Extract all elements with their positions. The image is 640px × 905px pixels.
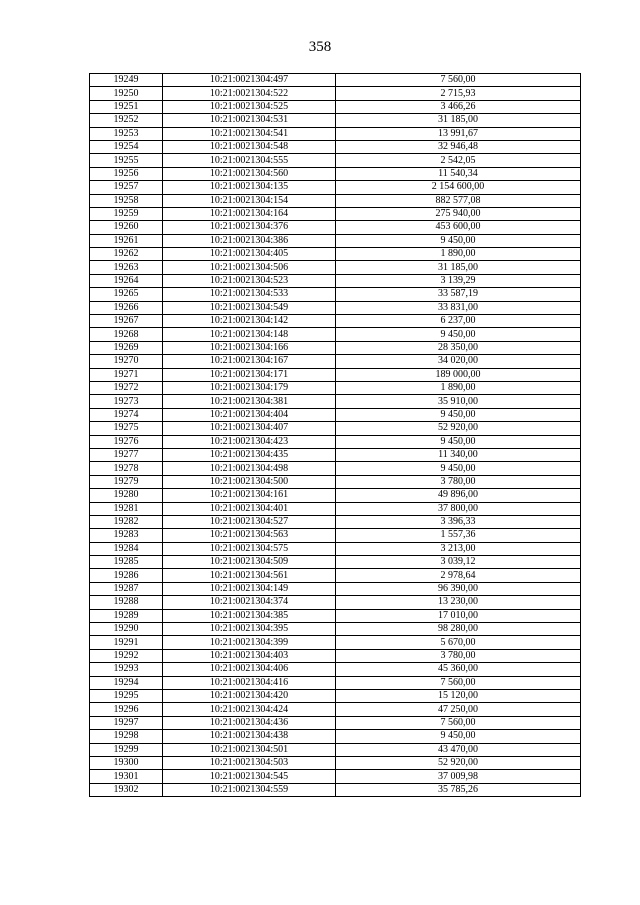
row-number-cell: 19296	[90, 703, 163, 716]
value-cell: 3 396,33	[336, 515, 581, 528]
row-number-cell: 19275	[90, 422, 163, 435]
table-row	[90, 74, 581, 87]
row-number-cell: 19300	[90, 756, 163, 769]
row-number-cell: 19256	[90, 167, 163, 180]
row-number-cell: 19287	[90, 582, 163, 595]
table-row	[90, 408, 581, 421]
value-cell: 5 670,00	[336, 636, 581, 649]
table-row	[90, 355, 581, 368]
value-cell: 3 780,00	[336, 475, 581, 488]
value-cell: 13 230,00	[336, 596, 581, 609]
cadastral-number-cell: 10:21:0021304:501	[163, 743, 336, 756]
value-cell: 31 185,00	[336, 261, 581, 274]
cadastral-number-cell: 10:21:0021304:171	[163, 368, 336, 381]
row-number-cell: 19297	[90, 716, 163, 729]
value-cell: 275 940,00	[336, 207, 581, 220]
row-number-cell: 19250	[90, 87, 163, 100]
table-row	[90, 395, 581, 408]
cadastral-number-cell: 10:21:0021304:436	[163, 716, 336, 729]
value-cell: 6 237,00	[336, 315, 581, 328]
row-number-cell: 19265	[90, 288, 163, 301]
table-row	[90, 502, 581, 515]
row-number-cell: 19282	[90, 515, 163, 528]
table-row	[90, 756, 581, 769]
value-cell: 35 910,00	[336, 395, 581, 408]
table-row	[90, 730, 581, 743]
table-row	[90, 716, 581, 729]
table-row	[90, 181, 581, 194]
row-number-cell: 19293	[90, 663, 163, 676]
cadastral-number-cell: 10:21:0021304:403	[163, 649, 336, 662]
value-cell: 9 450,00	[336, 234, 581, 247]
table-row	[90, 556, 581, 569]
table-row	[90, 529, 581, 542]
table-row	[90, 207, 581, 220]
table-row	[90, 140, 581, 153]
row-number-cell: 19286	[90, 569, 163, 582]
table-row	[90, 368, 581, 381]
cadastral-number-cell: 10:21:0021304:560	[163, 167, 336, 180]
value-cell: 31 185,00	[336, 114, 581, 127]
value-cell: 45 360,00	[336, 663, 581, 676]
cadastral-number-cell: 10:21:0021304:164	[163, 207, 336, 220]
cadastral-number-cell: 10:21:0021304:549	[163, 301, 336, 314]
value-cell: 32 946,48	[336, 140, 581, 153]
row-number-cell: 19273	[90, 395, 163, 408]
value-cell: 1 890,00	[336, 381, 581, 394]
value-cell: 7 560,00	[336, 716, 581, 729]
value-cell: 1 557,36	[336, 529, 581, 542]
table-row	[90, 743, 581, 756]
value-cell: 98 280,00	[336, 623, 581, 636]
row-number-cell: 19272	[90, 381, 163, 394]
value-cell: 52 920,00	[336, 756, 581, 769]
row-number-cell: 19274	[90, 408, 163, 421]
cadastral-number-cell: 10:21:0021304:399	[163, 636, 336, 649]
table-row	[90, 649, 581, 662]
row-number-cell: 19276	[90, 435, 163, 448]
value-cell: 33 831,00	[336, 301, 581, 314]
cadastral-number-cell: 10:21:0021304:161	[163, 489, 336, 502]
row-number-cell: 19277	[90, 448, 163, 461]
cadastral-number-cell: 10:21:0021304:575	[163, 542, 336, 555]
value-cell: 34 020,00	[336, 355, 581, 368]
table-row	[90, 609, 581, 622]
table-row	[90, 221, 581, 234]
value-cell: 2 715,93	[336, 87, 581, 100]
row-number-cell: 19255	[90, 154, 163, 167]
value-cell: 37 800,00	[336, 502, 581, 515]
cadastral-number-cell: 10:21:0021304:135	[163, 181, 336, 194]
cadastral-number-cell: 10:21:0021304:545	[163, 770, 336, 783]
row-number-cell: 19289	[90, 609, 163, 622]
value-cell: 13 991,67	[336, 127, 581, 140]
row-number-cell: 19302	[90, 783, 163, 796]
row-number-cell: 19252	[90, 114, 163, 127]
table-row	[90, 448, 581, 461]
value-cell: 9 450,00	[336, 435, 581, 448]
cadastral-number-cell: 10:21:0021304:559	[163, 783, 336, 796]
cadastral-number-cell: 10:21:0021304:525	[163, 100, 336, 113]
cadastral-number-cell: 10:21:0021304:509	[163, 556, 336, 569]
table-row	[90, 87, 581, 100]
row-number-cell: 19264	[90, 274, 163, 287]
value-cell: 43 470,00	[336, 743, 581, 756]
cadastral-number-cell: 10:21:0021304:149	[163, 582, 336, 595]
table-row	[90, 569, 581, 582]
cadastral-number-cell: 10:21:0021304:506	[163, 261, 336, 274]
row-number-cell: 19267	[90, 315, 163, 328]
value-cell: 3 780,00	[336, 649, 581, 662]
value-cell: 17 010,00	[336, 609, 581, 622]
cadastral-number-cell: 10:21:0021304:166	[163, 341, 336, 354]
table-row	[90, 676, 581, 689]
cadastral-number-cell: 10:21:0021304:154	[163, 194, 336, 207]
row-number-cell: 19254	[90, 140, 163, 153]
table-row	[90, 274, 581, 287]
row-number-cell: 19284	[90, 542, 163, 555]
cadastral-number-cell: 10:21:0021304:548	[163, 140, 336, 153]
row-number-cell: 19260	[90, 221, 163, 234]
row-number-cell: 19268	[90, 328, 163, 341]
row-number-cell: 19285	[90, 556, 163, 569]
cadastral-value-table	[89, 73, 581, 797]
cadastral-number-cell: 10:21:0021304:381	[163, 395, 336, 408]
value-cell: 2 542,05	[336, 154, 581, 167]
table-row	[90, 234, 581, 247]
cadastral-number-cell: 10:21:0021304:435	[163, 448, 336, 461]
cadastral-number-cell: 10:21:0021304:395	[163, 623, 336, 636]
table-row	[90, 623, 581, 636]
table-row	[90, 114, 581, 127]
cadastral-number-cell: 10:21:0021304:541	[163, 127, 336, 140]
value-cell: 9 450,00	[336, 462, 581, 475]
table-row	[90, 663, 581, 676]
cadastral-number-cell: 10:21:0021304:420	[163, 689, 336, 702]
cadastral-number-cell: 10:21:0021304:498	[163, 462, 336, 475]
value-cell: 189 000,00	[336, 368, 581, 381]
row-number-cell: 19270	[90, 355, 163, 368]
row-number-cell: 19259	[90, 207, 163, 220]
value-cell: 2 978,64	[336, 569, 581, 582]
value-cell: 11 340,00	[336, 448, 581, 461]
value-cell: 47 250,00	[336, 703, 581, 716]
table-row	[90, 248, 581, 261]
value-cell: 882 577,08	[336, 194, 581, 207]
table-row	[90, 315, 581, 328]
value-cell: 3 039,12	[336, 556, 581, 569]
table-row	[90, 489, 581, 502]
cadastral-number-cell: 10:21:0021304:404	[163, 408, 336, 421]
value-cell: 49 896,00	[336, 489, 581, 502]
cadastral-number-cell: 10:21:0021304:527	[163, 515, 336, 528]
value-cell: 28 350,00	[336, 341, 581, 354]
cadastral-number-cell: 10:21:0021304:376	[163, 221, 336, 234]
row-number-cell: 19279	[90, 475, 163, 488]
table-row	[90, 582, 581, 595]
cadastral-number-cell: 10:21:0021304:424	[163, 703, 336, 716]
row-number-cell: 19280	[90, 489, 163, 502]
table-row	[90, 100, 581, 113]
table-row	[90, 703, 581, 716]
table-row	[90, 475, 581, 488]
row-number-cell: 19298	[90, 730, 163, 743]
row-number-cell: 19290	[90, 623, 163, 636]
row-number-cell: 19281	[90, 502, 163, 515]
row-number-cell: 19278	[90, 462, 163, 475]
row-number-cell: 19292	[90, 649, 163, 662]
table-row	[90, 261, 581, 274]
row-number-cell: 19271	[90, 368, 163, 381]
table-row	[90, 194, 581, 207]
cadastral-number-cell: 10:21:0021304:533	[163, 288, 336, 301]
value-cell: 33 587,19	[336, 288, 581, 301]
value-cell: 96 390,00	[336, 582, 581, 595]
value-cell: 15 120,00	[336, 689, 581, 702]
value-cell: 9 450,00	[336, 328, 581, 341]
table-row	[90, 783, 581, 796]
cadastral-number-cell: 10:21:0021304:523	[163, 274, 336, 287]
value-cell: 3 466,26	[336, 100, 581, 113]
row-number-cell: 19299	[90, 743, 163, 756]
cadastral-number-cell: 10:21:0021304:385	[163, 609, 336, 622]
cadastral-number-cell: 10:21:0021304:423	[163, 435, 336, 448]
table-row	[90, 328, 581, 341]
value-cell: 7 560,00	[336, 74, 581, 87]
cadastral-number-cell: 10:21:0021304:438	[163, 730, 336, 743]
table-row	[90, 167, 581, 180]
row-number-cell: 19266	[90, 301, 163, 314]
value-cell: 3 139,29	[336, 274, 581, 287]
cadastral-number-cell: 10:21:0021304:522	[163, 87, 336, 100]
row-number-cell: 19263	[90, 261, 163, 274]
cadastral-number-cell: 10:21:0021304:416	[163, 676, 336, 689]
value-cell: 9 450,00	[336, 730, 581, 743]
value-cell: 3 213,00	[336, 542, 581, 555]
table-row	[90, 596, 581, 609]
table-row	[90, 435, 581, 448]
table-row	[90, 542, 581, 555]
table-row	[90, 770, 581, 783]
cadastral-number-cell: 10:21:0021304:406	[163, 663, 336, 676]
table-row	[90, 341, 581, 354]
row-number-cell: 19294	[90, 676, 163, 689]
table-row	[90, 462, 581, 475]
table-row	[90, 636, 581, 649]
cadastral-number-cell: 10:21:0021304:401	[163, 502, 336, 515]
cadastral-number-cell: 10:21:0021304:531	[163, 114, 336, 127]
cadastral-number-cell: 10:21:0021304:497	[163, 74, 336, 87]
value-cell: 37 009,98	[336, 770, 581, 783]
row-number-cell: 19249	[90, 74, 163, 87]
cadastral-number-cell: 10:21:0021304:561	[163, 569, 336, 582]
cadastral-number-cell: 10:21:0021304:555	[163, 154, 336, 167]
cadastral-number-cell: 10:21:0021304:407	[163, 422, 336, 435]
cadastral-number-cell: 10:21:0021304:563	[163, 529, 336, 542]
cadastral-number-cell: 10:21:0021304:179	[163, 381, 336, 394]
cadastral-number-cell: 10:21:0021304:142	[163, 315, 336, 328]
value-cell: 2 154 600,00	[336, 181, 581, 194]
row-number-cell: 19301	[90, 770, 163, 783]
table-row	[90, 301, 581, 314]
row-number-cell: 19253	[90, 127, 163, 140]
row-number-cell: 19295	[90, 689, 163, 702]
table-row	[90, 288, 581, 301]
table-row	[90, 381, 581, 394]
row-number-cell: 19251	[90, 100, 163, 113]
cadastral-number-cell: 10:21:0021304:167	[163, 355, 336, 368]
row-number-cell: 19288	[90, 596, 163, 609]
table-row	[90, 154, 581, 167]
value-cell: 1 890,00	[336, 248, 581, 261]
value-cell: 7 560,00	[336, 676, 581, 689]
table-row	[90, 689, 581, 702]
table-row	[90, 422, 581, 435]
value-cell: 453 600,00	[336, 221, 581, 234]
table-row	[90, 515, 581, 528]
cadastral-number-cell: 10:21:0021304:386	[163, 234, 336, 247]
cadastral-number-cell: 10:21:0021304:405	[163, 248, 336, 261]
table-body	[90, 74, 581, 797]
table-row	[90, 127, 581, 140]
cadastral-number-cell: 10:21:0021304:374	[163, 596, 336, 609]
row-number-cell: 19261	[90, 234, 163, 247]
cadastral-number-cell: 10:21:0021304:148	[163, 328, 336, 341]
cadastral-number-cell: 10:21:0021304:503	[163, 756, 336, 769]
row-number-cell: 19291	[90, 636, 163, 649]
row-number-cell: 19283	[90, 529, 163, 542]
value-cell: 11 540,34	[336, 167, 581, 180]
value-cell: 35 785,26	[336, 783, 581, 796]
row-number-cell: 19258	[90, 194, 163, 207]
row-number-cell: 19262	[90, 248, 163, 261]
cadastral-number-cell: 10:21:0021304:500	[163, 475, 336, 488]
value-cell: 9 450,00	[336, 408, 581, 421]
row-number-cell: 19269	[90, 341, 163, 354]
page-number: 358	[308, 39, 332, 55]
row-number-cell: 19257	[90, 181, 163, 194]
value-cell: 52 920,00	[336, 422, 581, 435]
